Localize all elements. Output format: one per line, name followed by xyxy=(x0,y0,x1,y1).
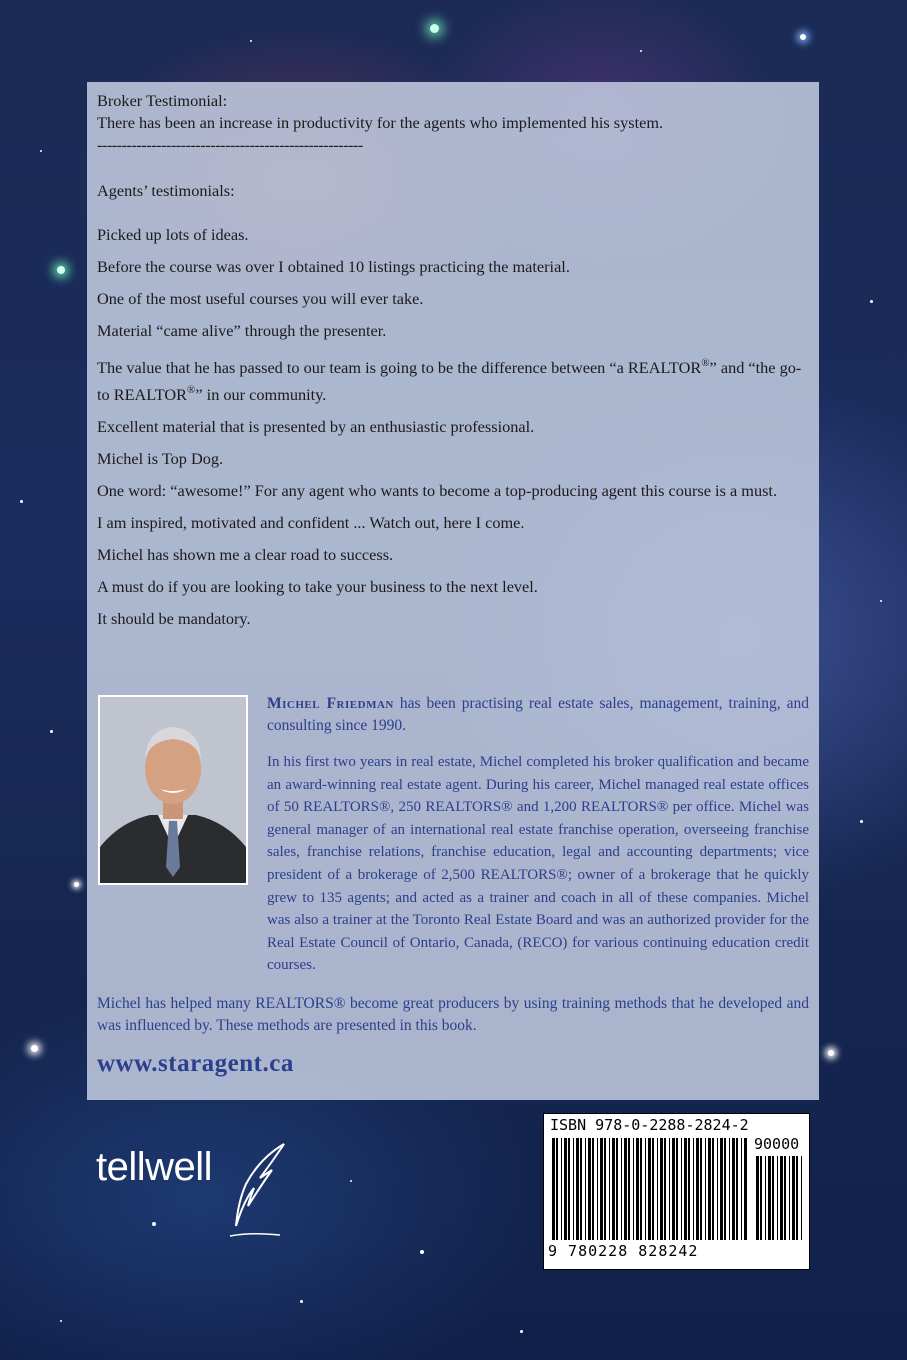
barcode-bar xyxy=(561,1138,562,1240)
barcode-bar xyxy=(669,1138,670,1240)
testimonials-section xyxy=(97,90,807,640)
barcode-bar xyxy=(724,1138,726,1240)
testimonial-quote: I am inspired, motivated and confident ... Watch out, here I come. xyxy=(97,513,525,532)
barcode-bar xyxy=(552,1138,555,1240)
barcode-bar xyxy=(597,1138,598,1240)
barcode-bar xyxy=(777,1156,778,1240)
bio-paragraph-methods: Michel has helped many REALTORS® become great producers by using training methods that he developed and was influenced by. These methods are presented in this book. xyxy=(97,994,809,1034)
barcode-bar xyxy=(696,1138,699,1240)
barcode-bar xyxy=(792,1156,795,1240)
barcode-bar xyxy=(568,1138,570,1240)
barcode-bar xyxy=(760,1156,762,1240)
addon-barcode-bars xyxy=(756,1156,806,1260)
barcode-bar xyxy=(732,1138,735,1240)
back-cover-panel xyxy=(87,82,819,1100)
barcode-bar xyxy=(640,1138,642,1240)
barcode-bar xyxy=(660,1138,663,1240)
bio-paragraph-career xyxy=(97,751,809,977)
barcode-bar xyxy=(765,1156,766,1240)
value-quote-part: ” in our community. xyxy=(195,385,327,404)
separator: ------------------------------------------------------ xyxy=(97,135,363,154)
barcode-bar xyxy=(700,1138,702,1240)
barcode-bar xyxy=(657,1138,658,1240)
barcode-bar xyxy=(780,1156,783,1240)
testimonial-quote: Michel has shown me a clear road to success. xyxy=(97,545,394,564)
barcode-bar xyxy=(708,1138,711,1240)
author-name: Michel Friedman xyxy=(267,695,394,712)
barcode-bar xyxy=(628,1138,630,1240)
ean-barcode-bars xyxy=(552,1138,748,1242)
barcode-bar xyxy=(801,1156,802,1240)
barcode-bar xyxy=(592,1138,594,1240)
barcode-bar xyxy=(600,1138,603,1240)
website-url[interactable]: www.staragent.ca xyxy=(97,1050,294,1077)
value-quote-part: ” and “the go-to REALTOR xyxy=(97,358,802,404)
testimonial-quote: Before the course was over I obtained 10 listings practicing the material. xyxy=(97,257,570,276)
barcode-bar xyxy=(744,1138,747,1240)
barcode-bar xyxy=(676,1138,678,1240)
barcode-bar xyxy=(648,1138,651,1240)
bio-intro xyxy=(267,693,809,737)
barcode-bar xyxy=(580,1138,582,1240)
barcode-bar xyxy=(609,1138,610,1240)
barcode-bar xyxy=(720,1138,723,1240)
barcode-bar xyxy=(672,1138,675,1240)
barcode-bar xyxy=(789,1156,790,1240)
barcode-bar xyxy=(576,1138,579,1240)
barcode-addon-number: 90000 xyxy=(754,1135,800,1153)
barcode-bar xyxy=(588,1138,591,1240)
testimonial-quote: It should be mandatory. xyxy=(97,609,251,628)
bio-intro-text: has been practising real estate sales, management, training, and consulting since 1990. xyxy=(267,695,810,734)
barcode-bar xyxy=(645,1138,646,1240)
publisher-logo: tellwell xyxy=(96,1145,213,1189)
testimonial-quote: A must do if you are looking to take your business to the next level. xyxy=(97,577,538,596)
testimonial-quote: Picked up lots of ideas. xyxy=(97,225,249,244)
barcode-bar xyxy=(736,1138,738,1240)
barcode-bar xyxy=(664,1138,666,1240)
testimonial-quote: One of the most useful courses you will ever take. xyxy=(97,289,424,308)
testimonial-quote: One word: “awesome!” For any agent who wants to become a top-producing agent this course is a must. xyxy=(97,481,778,500)
barcode-bar xyxy=(556,1138,558,1240)
isbn-text: ISBN 978-0-2288-2824-2 xyxy=(550,1116,749,1134)
barcode-bar xyxy=(796,1156,798,1240)
broker-quote: There has been an increase in productivity for the agents who implemented his system. xyxy=(97,113,664,132)
barcode-bar xyxy=(688,1138,690,1240)
quill-icon xyxy=(220,1140,290,1240)
bio-career-text: In his first two years in real estate, Michel completed his broker qualification and became an award-winning real estate agent. During his career, Michel managed real estate offices of 50 REALTORS®, 250 REALTORS® and 1,200 REALTORS® per office. Michel was general manager of an international real estate franchise operation, overseeing franchise sales, franchise relations, franchise education, legal and accounting departments; vice president of a brokerage of 2,500 REALTORS®; owner of a brokerage that he quickly grew to 135 agents; and acted as a trainer and coach in all of these companies. Michel was also a trainer at the Toronto Real Estate Board and was an authorized provider for the Real Estate Council of Ontario, Canada, (RECO) for various continuing education credit courses. xyxy=(267,754,809,974)
testimonial-quote: Material “came alive” through the presenter. xyxy=(97,321,387,340)
barcode-bar xyxy=(741,1138,742,1240)
barcode-bar xyxy=(729,1138,730,1240)
barcode-bar xyxy=(633,1138,634,1240)
author-bio xyxy=(97,693,809,1037)
barcode-bar xyxy=(604,1138,606,1240)
barcode-bar xyxy=(636,1138,639,1240)
barcode-bar xyxy=(652,1138,654,1240)
registered-mark: ® xyxy=(701,357,710,369)
barcode-bar xyxy=(705,1138,706,1240)
registered-mark: ® xyxy=(187,384,196,396)
testimonial-quote-value xyxy=(97,352,807,406)
barcode-bar xyxy=(564,1138,567,1240)
testimonial-quote: Michel is Top Dog. xyxy=(97,449,224,468)
barcode-bar xyxy=(681,1138,682,1240)
barcode-bar xyxy=(784,1156,786,1240)
barcode-bar xyxy=(712,1138,714,1240)
value-quote-part: The value that he has passed to our team is going to be the difference between “a REALTOR xyxy=(97,358,702,377)
ean-digits: 9 780228 828242 xyxy=(548,1242,699,1260)
barcode-bar xyxy=(573,1138,574,1240)
barcode-bar xyxy=(621,1138,622,1240)
barcode-bar xyxy=(612,1138,615,1240)
barcode-bar xyxy=(768,1156,771,1240)
testimonial-quote: Excellent material that is presented by an enthusiastic professional. xyxy=(97,417,535,436)
barcode-bar xyxy=(756,1156,759,1240)
broker-heading: Broker Testimonial: xyxy=(97,91,228,110)
barcode-bar xyxy=(585,1138,586,1240)
barcode-bar xyxy=(684,1138,687,1240)
barcode-bar xyxy=(693,1138,694,1240)
barcode-bar xyxy=(772,1156,774,1240)
barcode-bar xyxy=(717,1138,718,1240)
barcode-bar xyxy=(624,1138,627,1240)
agents-heading: Agents’ testimonials: xyxy=(97,181,235,200)
barcode-bar xyxy=(616,1138,618,1240)
isbn-barcode xyxy=(543,1113,810,1270)
